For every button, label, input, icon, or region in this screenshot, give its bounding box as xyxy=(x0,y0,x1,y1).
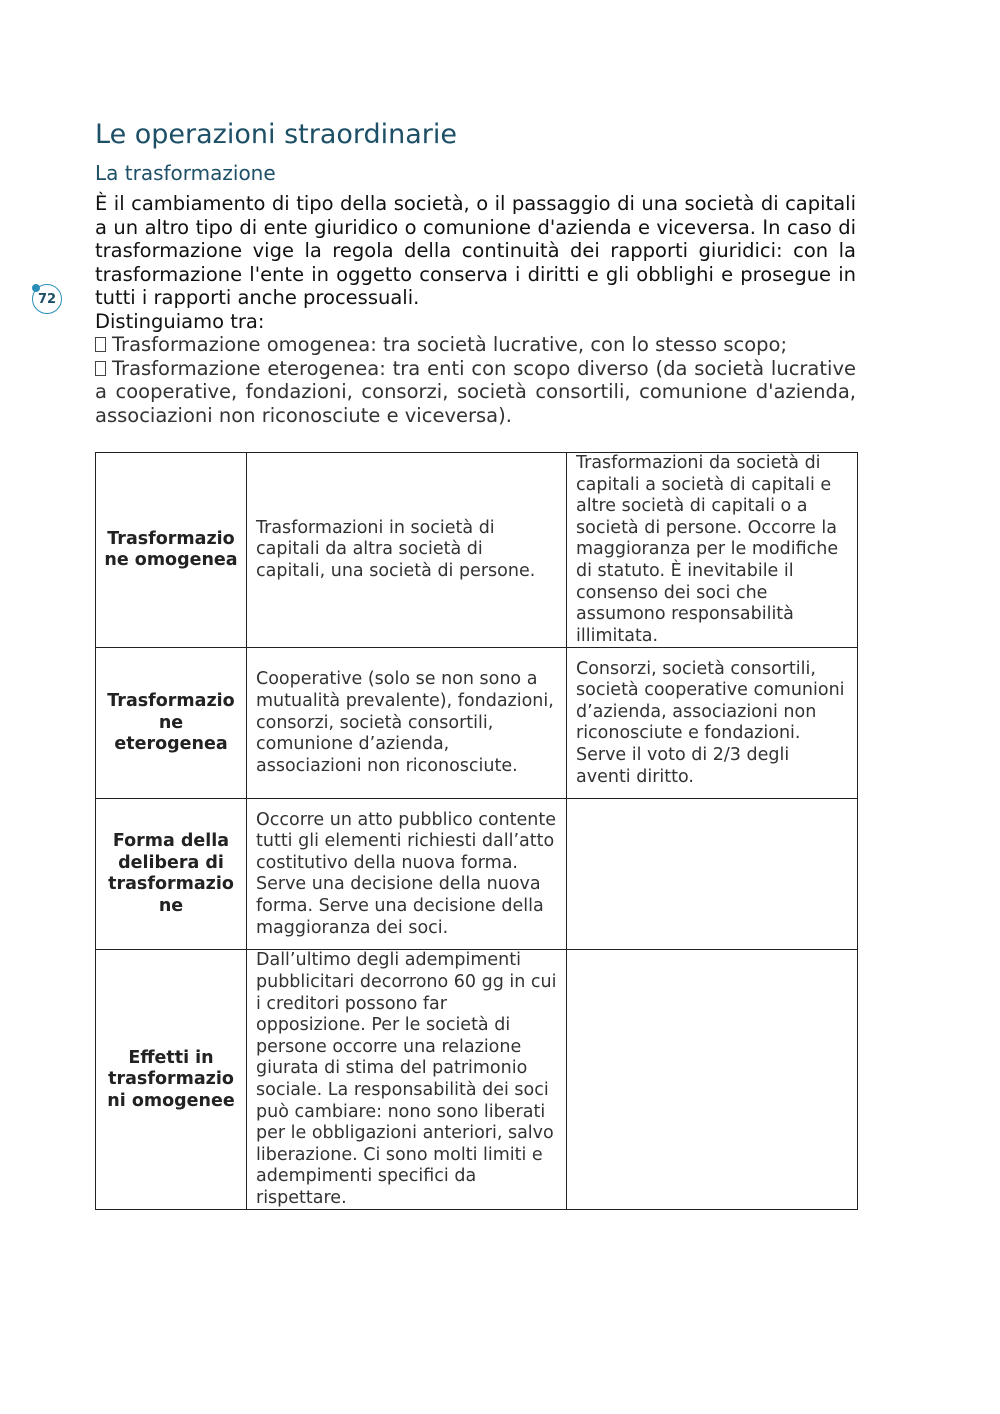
row-header: Trasformazione omogenea xyxy=(96,453,247,648)
row-header: Forma della delibera di trasformazione xyxy=(96,799,247,950)
table-row xyxy=(96,799,858,950)
badge-dot-icon xyxy=(32,284,40,292)
row-header: Effetti in trasformazioni omogenee xyxy=(96,950,247,1210)
page-number-badge xyxy=(32,284,62,314)
intro-paragraph: È il cambiamento di tipo della società, o il passaggio di una società di capitali a un altro tipo di ente giuridico o comunione d'azienda e viceversa. In caso di trasformazione vige la regola della continuità dei rapporti giuridici: con la trasformazione l'ente in oggetto conserva i diritti e gli obblighi e prosegue in tutti i rapporti anche processuali. xyxy=(95,192,856,309)
bullet-box-icon xyxy=(95,337,106,352)
row-header: Trasformazione eterogenea xyxy=(96,648,247,799)
table-cell-empty xyxy=(567,950,858,1210)
table-cell: Cooperative (solo se non sono a mutualità prevalente), fondazioni, consorzi, società consortili, comunione d’azienda, associazioni non riconosciute. xyxy=(247,648,567,799)
table-cell: Occorre un atto pubblico contente tutti gli elementi richiesti dall’atto costitutivo della nuova forma. Serve una decisione della nuova forma. Serve una decisione della maggioranza dei soci. xyxy=(247,799,567,950)
bullet-text: Trasformazione eterogenea: tra enti con scopo diverso (da società lucrative a cooperative, fondazioni, consorzi, società consortili, comunione d'azienda, associazioni non riconosciute e viceversa). xyxy=(95,356,856,427)
bullet-text: Trasformazione omogenea: tra società lucrative, con lo stesso scopo; xyxy=(112,333,788,356)
page-title: Le operazioni straordinarie xyxy=(95,119,458,150)
table-cell: Trasformazioni in società di capitali da altra società di capitali, una società di persone. xyxy=(247,453,567,648)
table-row xyxy=(96,453,858,648)
main-content xyxy=(95,118,856,427)
table-cell-empty xyxy=(567,799,858,950)
bullet-item xyxy=(95,357,856,428)
page-number: 72 xyxy=(37,291,57,307)
table-cell: Trasformazioni da società di capitali a società di capitali e altre società di capitali o a società di persone. Occorre la maggioranza per le modifiche di statuto. È inevitabile il consenso dei soci che assumono responsabilità illimitata. xyxy=(567,453,858,648)
section-subtitle: La trasformazione xyxy=(95,161,276,185)
table-cell: Consorzi, società consortili, società cooperative comunioni d’azienda, associazioni non riconosciute e fondazioni. Serve il voto di 2/3 degli aventi diritto. xyxy=(567,648,858,799)
lead-text: Distinguiamo tra: xyxy=(95,309,265,333)
table-row xyxy=(96,648,858,799)
bullet-item xyxy=(95,333,856,357)
transformation-table xyxy=(95,452,858,1210)
bullet-box-icon xyxy=(95,361,106,376)
table-row xyxy=(96,950,858,1210)
table-cell: Dall’ultimo degli adempimenti pubblicitari decorrono 60 gg in cui i creditori possono far opposizione. Per le società di persone occorre una relazione giurata di stima del patrimonio sociale. La responsabilità dei soci può cambiare: nono sono liberati per le obbligazioni anteriori, salvo liberazione. Ci sono molti limiti e adempimenti specifici da rispettare. xyxy=(247,950,567,1210)
